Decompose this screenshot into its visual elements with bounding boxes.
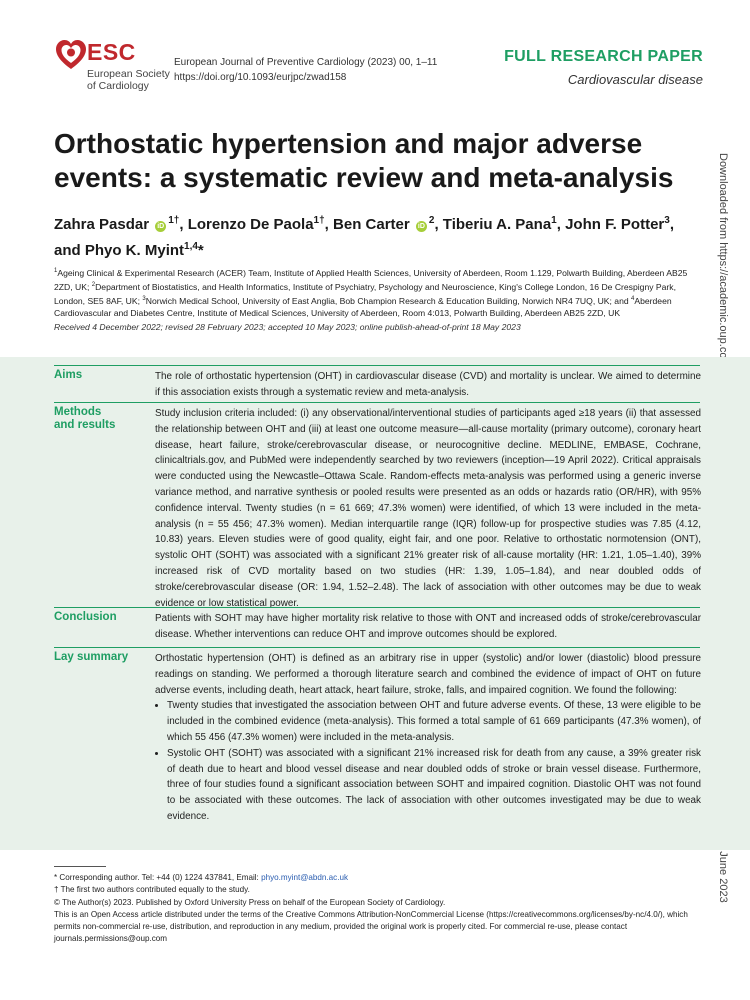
affiliation-text: Department of Biostatistics, and Health Informatics, Institute of Psychiatry, Psychology and Neuroscience, King's College London, 16 De Crespigny Park, London, SE5 8AF, UK; [54, 281, 676, 306]
abstract-conclusion [54, 607, 701, 640]
orcid-icon[interactable]: iD [417, 223, 425, 230]
article-title: Orthostatic hypertension and major adverse events: a systematic review and meta-analysis [54, 128, 674, 193]
list-item: • Systolic OHT (SOHT) was associated with a significant 21% increased risk for death from any cause, a 39% greater risk of death due to heart and blood vessel disease and near doubled odds of stroke or brain vessel disease. Furthermore, three of four studies found a significant association between SOHT and impaired cognition. Diastolic OHT was not found to be associated with these outcomes. The lack of association with other outcomes investigated may be due to weak evidence. [167, 746, 701, 825]
copyright-note: © The Author(s) 2023. Published by Oxford University Press on behalf of the European Society of Cardiology. [54, 897, 446, 907]
abstract-methods-results [54, 402, 701, 609]
corresponding-author: * Corresponding author. Tel: +44 (0) 1224 437841, Email: phyo.myint@abdn.ac.uk [54, 873, 349, 882]
logo-society-name: European Society of Cardiology [87, 68, 170, 92]
conclusion-label: Conclusion [54, 611, 117, 623]
doi-link[interactable]: https://doi.org/10.1093/eurjpc/zwad158 [174, 72, 347, 83]
affiliation-text: Ageing Clinical & Experimental Research (ACER) Team, Institute of Applied Health Sciences, University of Aberdeen, Room 1.129, Polwarth Building, Aberdeen AB25 2ZD, UK; [54, 267, 688, 292]
author-affiliation-marker: 1,4 [184, 241, 198, 252]
conclusion-text: Patients with SOHT may have higher mortality risk relative to those with ONT and increased odds of stroke/cerebrovascular disease. Whether interventions can reduce OHT and improve outcomes should be explored. [155, 613, 701, 640]
affiliation-text: Aberdeen Cardiovascular and Diabetes Centre, Institute of Medical Sciences, University of Aberdeen, Room 4:013, Polwarth Building, Aberdeen AB25 2ZD, UK [54, 295, 672, 318]
author-name: Phyo K. Myint [84, 242, 185, 259]
email-link[interactable]: phyo.myint@abdn.ac.uk [261, 873, 349, 882]
affiliations [54, 265, 704, 319]
lay-summary-label: Lay summary [54, 651, 129, 663]
abstract-lay-summary [54, 647, 701, 822]
methods-label: Methods and results [54, 406, 116, 431]
esc-logo [54, 38, 174, 94]
affiliation-number: 2 [91, 281, 96, 288]
author-affiliation-marker: 3 [664, 215, 670, 226]
list-item: • Twenty studies that investigated the association between OHT and future adverse events. Of these, 13 were eligible to be included in the combined evidence (meta-analysis). This formed a total sample of 61 669 participants (47.3% women), of which 55 456 (47.3% women) were included in the meta-analysis. [167, 698, 701, 745]
author-list: Zahra Pasdar $iD^{1\dagger}$, Lorenzo De Paola$^{1\dagger}$, Ben Carter $iD^2$, Tiberiu A. Pana$^1$, John F. Potter$^3$, and Phyo K. Myint$^{1,4}$* [54, 215, 674, 259]
lay-summary-intro: Orthostatic hypertension (OHT) is defined as an arbitrary rise in upper (systolic) and/or lower (diastolic) blood pressure readings on standing. We performed a thorough literature search and combined the evidence of impact of OHT on future adverse events, including death, heart attack, heart failure, stroke, falls, and impaired cognition. We found the following: [155, 653, 701, 696]
logo-abbreviation: ESC [87, 39, 136, 65]
heart-logo-icon [54, 38, 88, 72]
affiliation-number: 1 [54, 268, 58, 274]
aims-label: Aims [54, 369, 83, 381]
lay-summary-points [155, 698, 701, 824]
affiliation-number: 3 [142, 295, 146, 302]
author-name: Ben Carter [333, 216, 410, 233]
author-name: Zahra Pasdar [54, 216, 150, 233]
lay-summary-text [155, 651, 701, 825]
author-name: Lorenzo De Paola [187, 216, 314, 233]
journal-reference: European Journal of Preventive Cardiology (2023) 00, 1–11 [174, 57, 438, 68]
paper-subject: Cardiovascular disease [567, 72, 703, 87]
affiliation-text: Norwich Medical School, University of East Anglia, Bob Champion Research & Education Building, Norwich NR4 7UQ, UK; and [145, 295, 632, 306]
author-affiliation-marker: 1† [313, 215, 325, 226]
footnotes [54, 872, 704, 946]
structured-abstract [0, 357, 750, 850]
author-affiliation-marker: 1 [551, 215, 557, 226]
abstract-aims [54, 365, 701, 398]
received-dates: Received 4 December 2022; revised 28 February 2023; accepted 10 May 2023; online publish-ahead-of-print 18 May 2023 [54, 322, 521, 332]
affiliation-number: 4 [631, 295, 635, 302]
aims-text: The role of orthostatic hypertension (OHT) in cardiovascular disease (CVD) and mortality is unclear. We aimed to determine if this association exists through a systematic review and meta-analysis. [155, 371, 701, 398]
author-affiliation-marker: 1† [168, 215, 180, 226]
author-name: John F. Potter [565, 216, 665, 233]
orcid-icon[interactable]: iD [157, 223, 165, 230]
author-affiliation-marker: 2 [428, 215, 435, 226]
journal-citation [174, 55, 437, 85]
author-name: Tiberiu A. Pana [442, 216, 552, 233]
footnote-divider [54, 866, 106, 867]
paper-type: FULL RESEARCH PAPER [504, 48, 703, 65]
methods-text: Study inclusion criteria included: (i) any observational/interventional studies of participants aged ≥18 years (ii) that assessed the relationship between OHT and (iii) at least one outcome measure—all-cause mortality (primary outcome), coronary heart disease, heart failure, stroke/cerebrovascular disease, or neurocognitive decline. MEDLINE, EMBASE, Cochrane, clinicaltrials.gov, and PubMed were independently searched by two reviewers (inception—19 April 2022). Critical appraisals were conducted using the Newcastle–Ottawa Scale. Random-effects meta-analysis was performed using a generic inverse variance method, and narrative synthesis or pooled results were presented as an odds or hazards ratio (OR/HR), with 95% confidence interval. Twenty studies (n = 61 669; 47.3% women) were identified, of which 13 were included in the meta-analysis (n = 55 456; 47.3% women). Median interquartile range (IQR) follow-up for prospective studies was 7.85 (4.12, 10.83) years. Eleven studies were of good quality, eight fair, and one poor. Relative to orthostatic normotension (ONT), systolic OHT (SOHT) was associated with a significant 21% greater risk of all-cause mortality (HR: 1.21, 1.05–1.40), 39% increased risk of CVD mortality based on two studies (HR: 1.39, 1.05–1.84), and near doubled odds of stroke/cerebrovascular disease (OR: 1.94, 1.52–2.48). The lack of association with other outcomes may be due to weak evidence or low statistical power. [155, 408, 701, 609]
equal-contribution-note: † The first two authors contributed equally to the study. [54, 885, 250, 895]
license-note: This is an Open Access article distributed under the terms of the Creative Commons Attribution-NonCommercial License (https://creativecommons.org/licenses/by-nc/4.0/), which permits non-commercial re-use, distribution, and reproduction in any medium, provided the original work is properly cited. For commercial re-use, please contact journals.permissions@oup.com [54, 909, 688, 944]
